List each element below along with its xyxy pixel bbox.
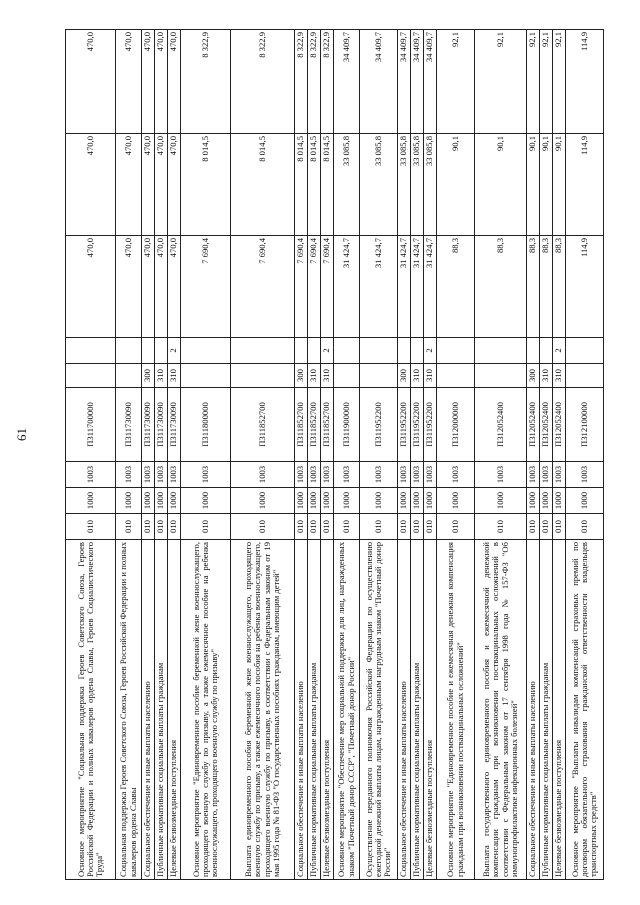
table-row	[475, 30, 527, 880]
table-row	[142, 30, 155, 880]
amount-year-1: 88,3	[553, 236, 566, 338]
expense-type-code	[66, 364, 116, 388]
gr-code: 010	[321, 514, 334, 540]
row-name: Выплата государственного единовременного пособия и ежемесячной денежной компенсации гражданам при возникновении поствакцинальных осложнений в соответствии с Федеральным законом от 17 сентября 1998 года № 157-ФЗ "Об иммунопрофилактике инфекционных болезней"	[475, 540, 527, 880]
subsection-code: 1003	[231, 462, 295, 488]
expense-type-code: 310	[155, 364, 168, 388]
amount-year-1: 114,9	[566, 236, 604, 338]
amount-year-2: 33 085,8	[424, 134, 437, 236]
expense-type-code: 300	[142, 364, 155, 388]
target-article-code: П311852700	[308, 388, 321, 462]
kosgu-code	[334, 338, 360, 364]
expense-type-code	[181, 364, 231, 388]
amount-year-3: 470,0	[168, 30, 181, 134]
amount-year-3: 34 409,7	[411, 30, 424, 134]
table-row	[566, 30, 604, 880]
expense-type-code	[334, 364, 360, 388]
kosgu-code	[566, 338, 604, 364]
kosgu-code	[181, 338, 231, 364]
amount-year-2: 470,0	[116, 134, 142, 236]
amount-year-3: 8 322,9	[231, 30, 295, 134]
table-row	[168, 30, 181, 880]
table-row	[308, 30, 321, 880]
expense-type-code: 300	[398, 364, 411, 388]
amount-year-1: 7 690,4	[231, 236, 295, 338]
expense-type-code: 310	[308, 364, 321, 388]
table-row	[231, 30, 295, 880]
kosgu-code	[540, 338, 553, 364]
target-article-code: П311730090	[168, 388, 181, 462]
expense-type-code	[475, 364, 527, 388]
expense-type-code	[231, 364, 295, 388]
page-number: 61	[14, 428, 29, 441]
target-article-code: П312052400	[527, 388, 540, 462]
amount-year-3: 92,1	[475, 30, 527, 134]
row-name: Социальное обеспечение и иные выплаты населению	[527, 540, 540, 880]
kosgu-code	[295, 338, 308, 364]
section-code: 1000	[155, 488, 168, 514]
amount-year-1: 88,3	[540, 236, 553, 338]
kosgu-code	[475, 338, 527, 364]
kosgu-code	[66, 338, 116, 364]
amount-year-1: 470,0	[155, 236, 168, 338]
subsection-code: 1003	[527, 462, 540, 488]
subsection-code: 1003	[116, 462, 142, 488]
amount-year-2: 470,0	[66, 134, 116, 236]
target-article-code: П312052400	[475, 388, 527, 462]
expense-type-code: 300	[295, 364, 308, 388]
target-article-code: П311730090	[116, 388, 142, 462]
row-name: Целевые безвозмездные поступления	[321, 540, 334, 880]
amount-year-1: 7 690,4	[321, 236, 334, 338]
target-article-code: П311900000	[334, 388, 360, 462]
amount-year-3: 8 322,9	[321, 30, 334, 134]
subsection-code: 1003	[155, 462, 168, 488]
target-article-code: П312052400	[553, 388, 566, 462]
row-name: Социальная поддержка Героев Советского Союза, Героев Российской Федерации и полных кавалеров ордена Славы	[116, 540, 142, 880]
target-article-code: П311952200	[424, 388, 437, 462]
amount-year-3: 114,9	[566, 30, 604, 134]
gr-code: 010	[437, 514, 475, 540]
row-name: Публичные нормативные социальные выплаты гражданам	[308, 540, 321, 880]
amount-year-2: 90,1	[527, 134, 540, 236]
amount-year-2: 470,0	[168, 134, 181, 236]
row-name: Целевые безвозмездные поступления	[553, 540, 566, 880]
amount-year-3: 92,1	[527, 30, 540, 134]
section-code: 1000	[295, 488, 308, 514]
subsection-code: 1003	[321, 462, 334, 488]
section-code: 1000	[540, 488, 553, 514]
amount-year-1: 31 424,7	[360, 236, 398, 338]
section-code: 1000	[334, 488, 360, 514]
amount-year-1: 470,0	[116, 236, 142, 338]
target-article-code: П311800000	[181, 388, 231, 462]
table-row	[66, 30, 116, 880]
amount-year-1: 470,0	[66, 236, 116, 338]
section-code: 1000	[566, 488, 604, 514]
target-article-code: П311730090	[142, 388, 155, 462]
amount-year-2: 8 014,5	[321, 134, 334, 236]
amount-year-3: 470,0	[66, 30, 116, 134]
expense-type-code: 310	[424, 364, 437, 388]
subsection-code: 1003	[566, 462, 604, 488]
subsection-code: 1003	[295, 462, 308, 488]
subsection-code: 1003	[181, 462, 231, 488]
kosgu-code: 2	[321, 338, 334, 364]
gr-code: 010	[424, 514, 437, 540]
section-code: 1000	[398, 488, 411, 514]
table-row	[553, 30, 566, 880]
section-code: 1000	[475, 488, 527, 514]
target-article-code: П311852700	[231, 388, 295, 462]
amount-year-3: 34 409,7	[424, 30, 437, 134]
gr-code: 010	[295, 514, 308, 540]
row-name: Социальное обеспечение и иные выплаты населению	[295, 540, 308, 880]
row-name: Основное мероприятие "Социальная поддержка Героев Советского Союза, Героев Российской Федерации и полных кавалеров ордена Славы, Героев Социалистического Труда"	[66, 540, 116, 880]
kosgu-code	[155, 338, 168, 364]
amount-year-3: 8 322,9	[308, 30, 321, 134]
amount-year-1: 31 424,7	[398, 236, 411, 338]
section-code: 1000	[424, 488, 437, 514]
gr-code: 010	[475, 514, 527, 540]
amount-year-3: 92,1	[437, 30, 475, 134]
table-row	[360, 30, 398, 880]
amount-year-3: 470,0	[155, 30, 168, 134]
target-article-code: П311852700	[295, 388, 308, 462]
row-name: Публичные нормативные социальные выплаты гражданам	[155, 540, 168, 880]
expense-type-code	[116, 364, 142, 388]
kosgu-code	[231, 338, 295, 364]
table-row	[411, 30, 424, 880]
gr-code: 010	[181, 514, 231, 540]
amount-year-1: 470,0	[142, 236, 155, 338]
section-code: 1000	[308, 488, 321, 514]
amount-year-3: 34 409,7	[334, 30, 360, 134]
rotated-page	[65, 30, 625, 880]
table-row	[424, 30, 437, 880]
amount-year-3: 8 322,9	[181, 30, 231, 134]
section-code: 1000	[321, 488, 334, 514]
gr-code: 010	[398, 514, 411, 540]
target-article-code: П312100000	[566, 388, 604, 462]
target-article-code: П311952200	[411, 388, 424, 462]
kosgu-code	[527, 338, 540, 364]
expense-type-code: 300	[527, 364, 540, 388]
gr-code: 010	[527, 514, 540, 540]
gr-code: 010	[231, 514, 295, 540]
row-name: Публичные нормативные социальные выплаты гражданам	[540, 540, 553, 880]
row-name: Основное мероприятие "Выплаты инвалидам компенсаций страховых премий по договорам обязательного страхования гражданской ответственности владельцев транспортных средств"	[566, 540, 604, 880]
amount-year-3: 34 409,7	[398, 30, 411, 134]
amount-year-2: 470,0	[142, 134, 155, 236]
subsection-code: 1003	[540, 462, 553, 488]
gr-code: 010	[411, 514, 424, 540]
row-name: Целевые безвозмездные поступления	[168, 540, 181, 880]
amount-year-1: 31 424,7	[411, 236, 424, 338]
amount-year-3: 470,0	[142, 30, 155, 134]
amount-year-2: 33 085,8	[360, 134, 398, 236]
amount-year-1: 31 424,7	[424, 236, 437, 338]
subsection-code: 1003	[424, 462, 437, 488]
row-name: Социальное обеспечение и иные выплаты населению	[142, 540, 155, 880]
row-name: Основное мероприятие "Единовременное пособие беременной жене военнослужащего, проходящего военную службу по призыву, а также ежемесячное пособие на ребенка военнослужащего, проходящего военную службу по призыву"	[181, 540, 231, 880]
subsection-code: 1003	[360, 462, 398, 488]
gr-code: 010	[308, 514, 321, 540]
section-code: 1000	[553, 488, 566, 514]
table-row	[334, 30, 360, 880]
amount-year-1: 88,3	[527, 236, 540, 338]
target-article-code: П311700000	[66, 388, 116, 462]
amount-year-1: 31 424,7	[334, 236, 360, 338]
amount-year-2: 90,1	[540, 134, 553, 236]
subsection-code: 1003	[142, 462, 155, 488]
budget-table	[65, 29, 604, 880]
amount-year-2: 8 014,5	[308, 134, 321, 236]
section-code: 1000	[437, 488, 475, 514]
expense-type-code: 310	[553, 364, 566, 388]
amount-year-1: 7 690,4	[295, 236, 308, 338]
target-article-code: П311952200	[360, 388, 398, 462]
kosgu-code: 2	[168, 338, 181, 364]
row-name: Социальное обеспечение и иные выплаты населению	[398, 540, 411, 880]
table-row	[437, 30, 475, 880]
amount-year-2: 8 014,5	[295, 134, 308, 236]
section-code: 1000	[66, 488, 116, 514]
section-code: 1000	[168, 488, 181, 514]
subsection-code: 1003	[437, 462, 475, 488]
gr-code: 010	[142, 514, 155, 540]
expense-type-code: 310	[168, 364, 181, 388]
section-code: 1000	[231, 488, 295, 514]
amount-year-1: 470,0	[168, 236, 181, 338]
kosgu-code	[398, 338, 411, 364]
gr-code: 010	[553, 514, 566, 540]
table-row	[181, 30, 231, 880]
table-row	[116, 30, 142, 880]
section-code: 1000	[142, 488, 155, 514]
target-article-code: П312000000	[437, 388, 475, 462]
kosgu-code: 2	[553, 338, 566, 364]
amount-year-2: 90,1	[475, 134, 527, 236]
section-code: 1000	[116, 488, 142, 514]
expense-type-code: 310	[540, 364, 553, 388]
amount-year-3: 8 322,9	[295, 30, 308, 134]
subsection-code: 1003	[168, 462, 181, 488]
amount-year-3: 92,1	[553, 30, 566, 134]
gr-code: 010	[334, 514, 360, 540]
target-article-code: П311730090	[155, 388, 168, 462]
target-article-code: П311952200	[398, 388, 411, 462]
table-row	[321, 30, 334, 880]
subsection-code: 1003	[66, 462, 116, 488]
expense-type-code	[437, 364, 475, 388]
gr-code: 010	[566, 514, 604, 540]
amount-year-2: 90,1	[437, 134, 475, 236]
expense-type-code	[566, 364, 604, 388]
row-name: Основное мероприятие "Обеспечение мер социальной поддержки для лиц, награжденных знаком "Почетный донор СССР", "Почетный донор России"	[334, 540, 360, 880]
row-name: Публичные нормативные социальные выплаты гражданам	[411, 540, 424, 880]
amount-year-2: 33 085,8	[334, 134, 360, 236]
amount-year-2: 8 014,5	[231, 134, 295, 236]
gr-code: 010	[116, 514, 142, 540]
amount-year-1: 7 690,4	[308, 236, 321, 338]
kosgu-code: 2	[424, 338, 437, 364]
amount-year-2: 8 014,5	[181, 134, 231, 236]
gr-code: 010	[155, 514, 168, 540]
target-article-code: П311852700	[321, 388, 334, 462]
section-code: 1000	[527, 488, 540, 514]
table-row	[527, 30, 540, 880]
subsection-code: 1003	[475, 462, 527, 488]
subsection-code: 1003	[398, 462, 411, 488]
subsection-code: 1003	[411, 462, 424, 488]
kosgu-code	[411, 338, 424, 364]
kosgu-code	[116, 338, 142, 364]
table-row	[398, 30, 411, 880]
table-row	[540, 30, 553, 880]
amount-year-1: 7 690,4	[181, 236, 231, 338]
subsection-code: 1003	[308, 462, 321, 488]
amount-year-3: 470,0	[116, 30, 142, 134]
gr-code: 010	[168, 514, 181, 540]
row-name: Целевые безвозмездные поступления	[424, 540, 437, 880]
table-row	[155, 30, 168, 880]
gr-code: 010	[540, 514, 553, 540]
row-name: Осуществление переданного полномочия Российской Федерации по осуществлению ежегодной денежной выплаты лицам, награжденным нагрудным знаком "Почетный донор России"	[360, 540, 398, 880]
gr-code: 010	[360, 514, 398, 540]
subsection-code: 1003	[553, 462, 566, 488]
section-code: 1000	[411, 488, 424, 514]
amount-year-2: 33 085,8	[398, 134, 411, 236]
amount-year-3: 34 409,7	[360, 30, 398, 134]
amount-year-1: 88,3	[475, 236, 527, 338]
amount-year-3: 92,1	[540, 30, 553, 134]
gr-code: 010	[66, 514, 116, 540]
expense-type-code: 310	[321, 364, 334, 388]
section-code: 1000	[360, 488, 398, 514]
kosgu-code	[142, 338, 155, 364]
section-code: 1000	[181, 488, 231, 514]
expense-type-code	[360, 364, 398, 388]
expense-type-code: 310	[411, 364, 424, 388]
subsection-code: 1003	[334, 462, 360, 488]
amount-year-2: 33 085,8	[411, 134, 424, 236]
row-name: Выплата единовременного пособия беременной жене военнослужащего, проходящего военную службу по призыву, а также ежемесячного пособия на ребенка военнослужащего, проходящего военную службу по призыву, в соответствии с Федеральным законом от 19 мая 1995 года № 81-ФЗ "О государственных пособиях гражданам, имеющим детей"	[231, 540, 295, 880]
target-article-code: П312052400	[540, 388, 553, 462]
row-name: Основное мероприятие "Единовременное пособие и ежемесячная денежная компенсация гражданам при возникновении поствакцинальных осложнений"	[437, 540, 475, 880]
kosgu-code	[437, 338, 475, 364]
amount-year-2: 114,9	[566, 134, 604, 236]
amount-year-2: 470,0	[155, 134, 168, 236]
table-row	[295, 30, 308, 880]
kosgu-code	[308, 338, 321, 364]
amount-year-2: 90,1	[553, 134, 566, 236]
kosgu-code	[360, 338, 398, 364]
amount-year-1: 88,3	[437, 236, 475, 338]
